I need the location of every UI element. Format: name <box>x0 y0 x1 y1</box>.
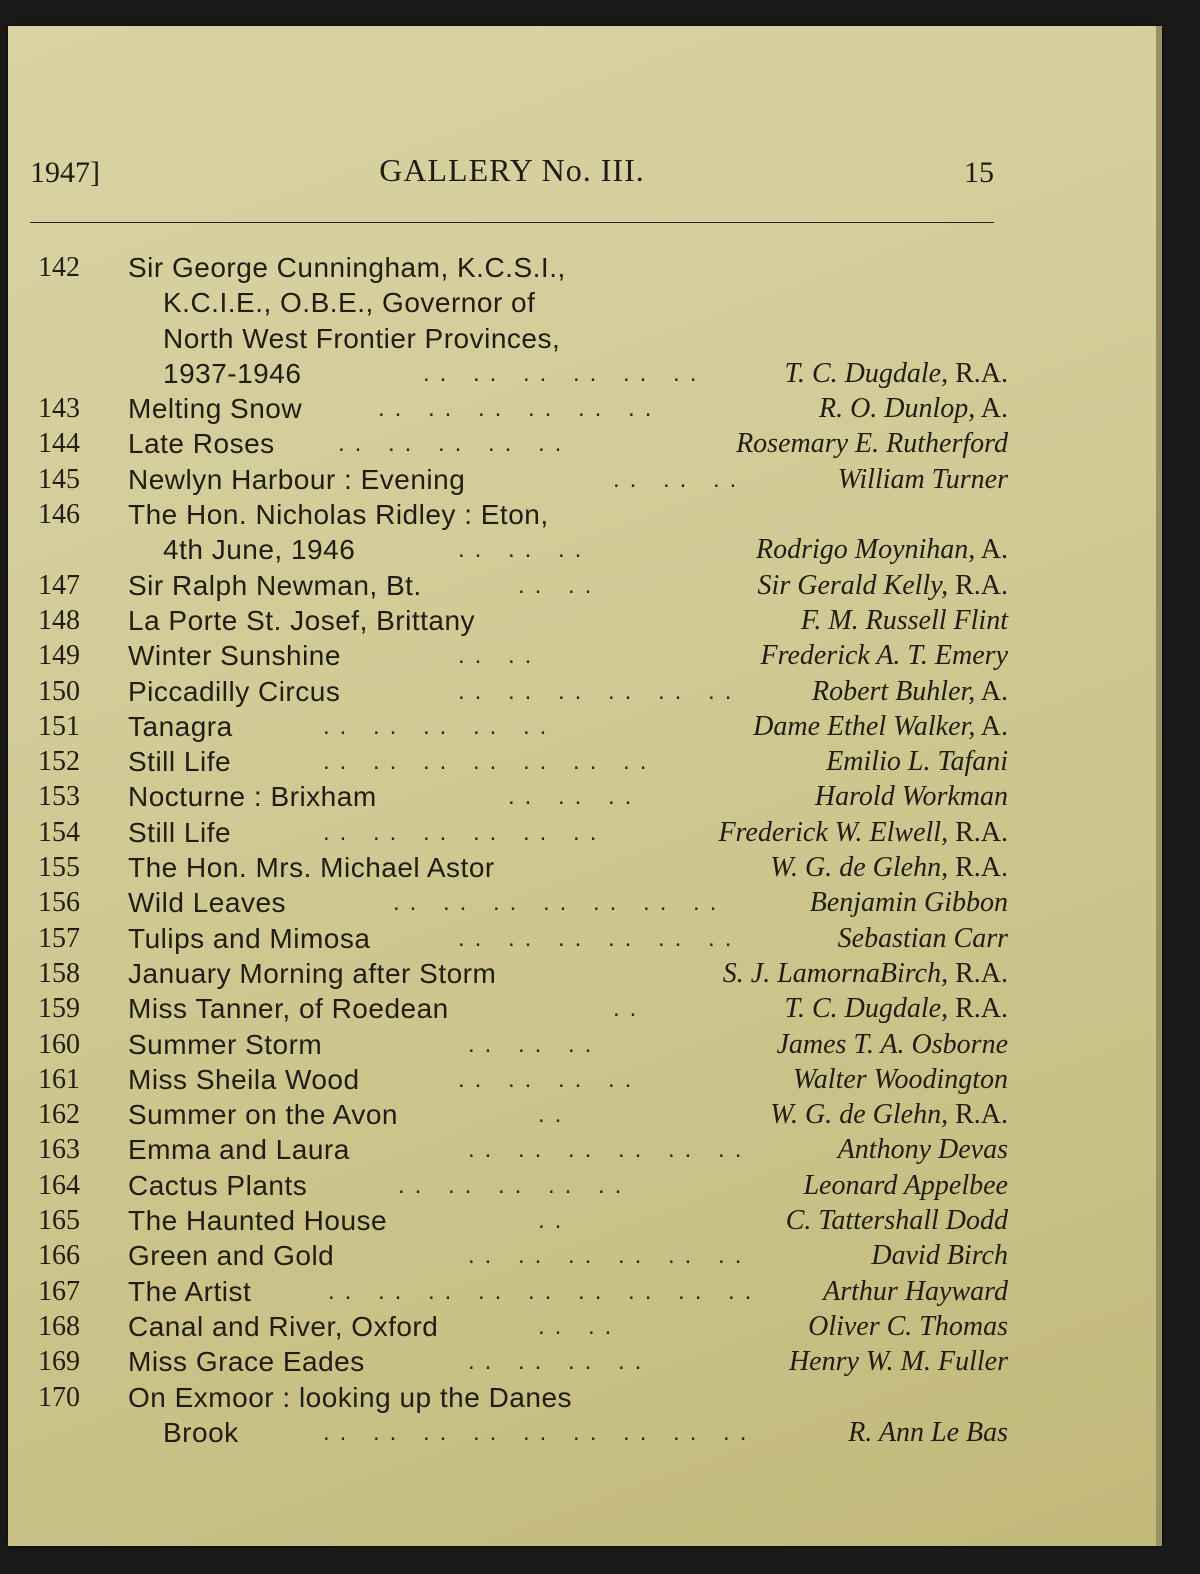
artist-name: Sir Gerald Kelly, <box>757 569 949 601</box>
entry-number: 148 <box>38 604 80 636</box>
entry-artist <box>823 1274 1008 1309</box>
entry-artist <box>758 568 1008 603</box>
entry-number: 170 <box>38 1381 80 1413</box>
catalogue-entry <box>38 603 1008 638</box>
artist-name: W. G. de Glehn, <box>770 852 949 884</box>
leader-dots: .. .. .. <box>458 536 592 564</box>
entry-number: 153 <box>38 781 80 813</box>
entry-title: Miss Tanner, of Roedean <box>128 993 449 1025</box>
entry-line <box>38 497 1008 532</box>
entry-artist <box>789 1344 1008 1379</box>
leader-dots: .. .. .. <box>468 1030 602 1058</box>
leader-dots: .. .. .. <box>613 465 747 493</box>
entry-artist <box>760 638 1008 673</box>
entry-line <box>38 356 1008 391</box>
entry-title: The Hon. Nicholas Ridley : Eton, <box>128 499 549 531</box>
artist-name: Robert Buhler, <box>812 675 976 707</box>
entry-number: 165 <box>38 1205 80 1237</box>
entry-line <box>38 1027 1008 1062</box>
entry-number: 161 <box>38 1063 80 1095</box>
entry-number: 143 <box>38 393 80 425</box>
artist-name: R. Ann Le Bas <box>848 1416 1008 1448</box>
artist-name: R. O. Dunlop, <box>818 393 976 425</box>
artist-name: James T. A. Osborne <box>776 1028 1008 1060</box>
entry-artist <box>753 709 1008 744</box>
artist-name: William Turner <box>837 463 1008 495</box>
entry-line <box>38 1274 1008 1309</box>
entry-number: 166 <box>38 1240 80 1272</box>
catalogue-entry <box>38 497 1008 568</box>
entry-artist <box>815 779 1008 814</box>
catalogue-entry <box>38 638 1008 673</box>
entry-title: La Porte St. Josef, Brittany <box>128 604 476 636</box>
entry-title: Winter Sunshine <box>128 640 341 672</box>
entry-title: Summer Storm <box>128 1028 323 1060</box>
catalogue-entry <box>38 568 1008 603</box>
entry-line <box>38 603 1008 638</box>
entry-number: 160 <box>38 1028 80 1060</box>
artist-rank: R.A. <box>948 816 1008 848</box>
entry-line <box>38 815 1008 850</box>
entry-title: Green and Gold <box>128 1240 335 1272</box>
artist-rank: R.A. <box>948 569 1008 601</box>
entry-number: 154 <box>38 816 80 848</box>
catalogue-entry <box>38 744 1008 779</box>
artist-name: Arthur Hayward <box>823 1275 1008 1307</box>
entry-line <box>38 462 1008 497</box>
catalogue-entry <box>38 850 1008 885</box>
entry-line <box>38 779 1008 814</box>
entry-title: The Haunted House <box>128 1205 388 1237</box>
leader-dots: .. <box>538 1101 572 1129</box>
entry-line <box>38 956 1008 991</box>
entry-title: Cactus Plants <box>128 1169 308 1201</box>
leader-dots: .. .. .. .. .. .. .. <box>323 748 657 776</box>
catalogue-entry <box>38 1097 1008 1132</box>
catalogue-entry <box>38 815 1008 850</box>
header-year: 1947] <box>30 156 100 189</box>
leader-dots: .. .. .. .. .. .. .. .. .. <box>323 1418 757 1446</box>
entry-number: 156 <box>38 887 80 919</box>
entry-number: 147 <box>38 569 80 601</box>
catalogue-entry <box>38 1274 1008 1309</box>
catalogue-entry <box>38 391 1008 426</box>
catalogue-entry <box>38 426 1008 461</box>
entry-line <box>38 568 1008 603</box>
artist-name: Harold Workman <box>814 781 1008 813</box>
catalogue-entry <box>38 1062 1008 1097</box>
artist-rank: R.A. <box>948 957 1008 989</box>
artist-name: T. C. Dugdale, <box>784 993 949 1025</box>
artist-name: Rodrigo Moynihan, <box>756 534 976 566</box>
entry-artist <box>723 956 1008 991</box>
leader-dots: .. .. <box>518 571 602 599</box>
entry-title: Emma and Laura <box>128 1134 350 1166</box>
entry-title: Nocturne : Brixham <box>128 781 377 813</box>
leader-dots: .. .. .. .. .. .. .. <box>393 889 727 917</box>
entry-artist <box>803 1168 1008 1203</box>
entry-artist <box>871 1238 1008 1273</box>
entry-number: 164 <box>38 1169 80 1201</box>
leader-dots: .. .. .. .. .. <box>338 430 572 458</box>
entry-title: North West Frontier Provinces, <box>163 322 561 354</box>
leader-dots: .. .. .. .. .. .. <box>423 359 707 387</box>
entry-line <box>38 321 1008 356</box>
entry-title: Brook <box>163 1416 239 1448</box>
entry-line <box>38 1415 1008 1450</box>
entry-title: Tulips and Mimosa <box>128 922 371 954</box>
leader-dots: .. .. <box>538 1312 622 1340</box>
entry-artist <box>838 1132 1008 1167</box>
entry-artist <box>784 991 1008 1026</box>
entry-line <box>38 250 1008 285</box>
entry-number: 159 <box>38 993 80 1025</box>
entry-line <box>38 674 1008 709</box>
entry-title: Miss Grace Eades <box>128 1346 365 1378</box>
entry-line <box>38 391 1008 426</box>
entry-title: Wild Leaves <box>128 887 287 919</box>
artist-name: David Birch <box>871 1240 1008 1272</box>
entry-line <box>38 1168 1008 1203</box>
entry-line <box>38 1203 1008 1238</box>
entry-line <box>38 1309 1008 1344</box>
catalogue-entry <box>38 709 1008 744</box>
catalogue-entry <box>38 250 1008 391</box>
header-rule <box>30 222 994 223</box>
catalogue-page <box>8 26 1162 1546</box>
entry-line <box>38 532 1008 567</box>
artist-rank: A. <box>975 710 1008 742</box>
entry-title: Sir Ralph Newman, Bt. <box>128 569 422 601</box>
artist-name: W. G. de Glehn, <box>770 1099 949 1131</box>
entry-line <box>38 1097 1008 1132</box>
catalogue-entry <box>38 1168 1008 1203</box>
artist-name: T. C. Dugdale, <box>784 357 949 389</box>
entry-number: 163 <box>38 1134 80 1166</box>
entry-artist <box>736 426 1008 461</box>
leader-dots: .. .. .. .. <box>458 1065 642 1093</box>
leader-dots: .. .. .. .. .. .. .. .. .. <box>328 1277 762 1305</box>
entry-number: 155 <box>38 852 80 884</box>
leader-dots: .. .. <box>458 642 542 670</box>
catalogue-entry <box>38 885 1008 920</box>
artist-name: S. J. LamornaBirch, <box>722 957 949 989</box>
entry-line <box>38 850 1008 885</box>
entry-artist <box>786 1203 1008 1238</box>
artist-rank: R.A. <box>948 993 1008 1025</box>
entry-number: 149 <box>38 640 80 672</box>
artist-name: F. M. Russell Flint <box>800 604 1008 636</box>
entry-artist <box>776 1027 1008 1062</box>
entry-line <box>38 921 1008 956</box>
artist-name: C. Tattershall Dodd <box>785 1205 1008 1237</box>
entry-title: Late Roses <box>128 428 275 460</box>
leader-dots: .. .. .. .. .. .. <box>468 1136 752 1164</box>
catalogue-entry <box>38 1344 1008 1379</box>
entry-line <box>38 1132 1008 1167</box>
entry-title: Still Life <box>128 746 232 778</box>
leader-dots: .. .. .. .. .. .. <box>323 818 607 846</box>
entry-line <box>38 638 1008 673</box>
catalogue-entry <box>38 1027 1008 1062</box>
entry-number: 162 <box>38 1099 80 1131</box>
leader-dots: .. .. .. .. .. <box>398 1171 632 1199</box>
entry-number: 167 <box>38 1275 80 1307</box>
artist-rank: A. <box>975 675 1008 707</box>
artist-rank: R.A. <box>948 357 1008 389</box>
catalogue-entry <box>38 462 1008 497</box>
catalogue-entry <box>38 1132 1008 1167</box>
entry-artist <box>826 744 1008 779</box>
catalogue-entry <box>38 1309 1008 1344</box>
artist-name: Frederick A. T. Emery <box>760 640 1008 672</box>
entry-artist <box>718 815 1008 850</box>
leader-dots: .. .. .. .. .. .. <box>378 395 662 423</box>
entry-title: Miss Sheila Wood <box>128 1063 360 1095</box>
entry-line <box>38 1238 1008 1273</box>
artist-name: Sebastian Carr <box>837 922 1008 954</box>
artist-name: Leonard Appelbee <box>803 1169 1008 1201</box>
catalogue-entry <box>38 921 1008 956</box>
entry-artist <box>801 603 1008 638</box>
page-header <box>30 148 994 208</box>
entry-title: The Artist <box>128 1275 252 1307</box>
entry-number: 168 <box>38 1310 80 1342</box>
entry-title: 1937-1946 <box>163 357 302 389</box>
entry-title: Tanagra <box>128 710 233 742</box>
catalogue-entry <box>38 779 1008 814</box>
leader-dots: .. <box>538 1207 572 1235</box>
entry-line <box>38 285 1008 320</box>
entry-artist <box>838 462 1008 497</box>
page-title: GALLERY No. III. <box>379 152 645 188</box>
artist-name: Walter Woodington <box>793 1063 1008 1095</box>
entry-line <box>38 991 1008 1026</box>
entry-number: 150 <box>38 675 80 707</box>
entry-artist <box>770 1097 1008 1132</box>
catalogue-entry <box>38 991 1008 1026</box>
catalogue-entry <box>38 1203 1008 1238</box>
artist-name: Benjamin Gibbon <box>809 887 1008 919</box>
entry-artist <box>838 921 1008 956</box>
entry-line <box>38 744 1008 779</box>
entry-number: 146 <box>38 499 80 531</box>
entry-number: 152 <box>38 746 80 778</box>
leader-dots: .. .. .. .. .. .. <box>458 924 742 952</box>
entry-artist <box>793 1062 1008 1097</box>
artist-name: Henry W. M. Fuller <box>788 1346 1008 1378</box>
entry-title: Newlyn Harbour : Evening <box>128 463 466 495</box>
entry-line <box>38 885 1008 920</box>
entry-title: Still Life <box>128 816 232 848</box>
entry-title: Melting Snow <box>128 393 303 425</box>
entry-title: Summer on the Avon <box>128 1099 398 1131</box>
entries-list <box>38 250 1008 1450</box>
leader-dots: .. .. .. .. <box>468 1348 652 1376</box>
entry-title: January Morning after Storm <box>128 957 497 989</box>
entry-number: 144 <box>38 428 80 460</box>
artist-name: Frederick W. Elwell, <box>718 816 949 848</box>
artist-rank: R.A. <box>948 852 1008 884</box>
page-number: 15 <box>964 156 994 189</box>
catalogue-entry <box>38 1380 1008 1451</box>
entry-line <box>38 426 1008 461</box>
entry-artist <box>810 885 1008 920</box>
entry-artist <box>812 674 1008 709</box>
artist-rank: A. <box>975 393 1008 425</box>
leader-dots: .. .. .. <box>508 783 642 811</box>
entry-artist <box>784 356 1008 391</box>
entry-artist <box>848 1415 1008 1450</box>
entry-number: 169 <box>38 1346 80 1378</box>
entry-line <box>38 1380 1008 1415</box>
leader-dots: .. .. .. .. .. <box>323 712 557 740</box>
artist-name: Anthony Devas <box>837 1134 1008 1166</box>
artist-rank: R.A. <box>948 1099 1008 1131</box>
entry-number: 151 <box>38 710 80 742</box>
entry-artist <box>756 532 1008 567</box>
entry-artist <box>819 391 1008 426</box>
entry-artist <box>770 850 1008 885</box>
entry-number: 142 <box>38 252 80 283</box>
artist-name: Rosemary E. Rutherford <box>736 428 1008 460</box>
catalogue-entry <box>38 1238 1008 1273</box>
leader-dots: .. .. .. .. .. .. <box>468 1242 752 1270</box>
leader-dots: .. .. .. .. .. .. <box>458 677 742 705</box>
entry-line <box>38 1062 1008 1097</box>
entry-line <box>38 709 1008 744</box>
entry-title: 4th June, 1946 <box>163 534 356 566</box>
entry-title: Sir George Cunningham, K.C.S.I., <box>128 252 566 283</box>
artist-rank: A. <box>975 534 1008 566</box>
entry-title: Canal and River, Oxford <box>128 1310 439 1342</box>
artist-name: Dame Ethel Walker, <box>753 710 976 742</box>
entry-number: 158 <box>38 957 80 989</box>
entry-title: On Exmoor : looking up the Danes <box>128 1381 573 1413</box>
entry-line <box>38 1344 1008 1379</box>
catalogue-entry <box>38 674 1008 709</box>
entry-title: K.C.I.E., O.B.E., Governor of <box>163 287 536 319</box>
entry-title: The Hon. Mrs. Michael Astor <box>128 852 495 884</box>
entry-title: Piccadilly Circus <box>128 675 341 707</box>
catalogue-entry <box>38 956 1008 991</box>
artist-name: Oliver C. Thomas <box>808 1310 1008 1342</box>
entry-artist <box>808 1309 1008 1344</box>
leader-dots: .. <box>613 995 647 1023</box>
entry-number: 145 <box>38 463 80 495</box>
entry-number: 157 <box>38 922 80 954</box>
artist-name: Emilio L. Tafani <box>826 746 1008 778</box>
